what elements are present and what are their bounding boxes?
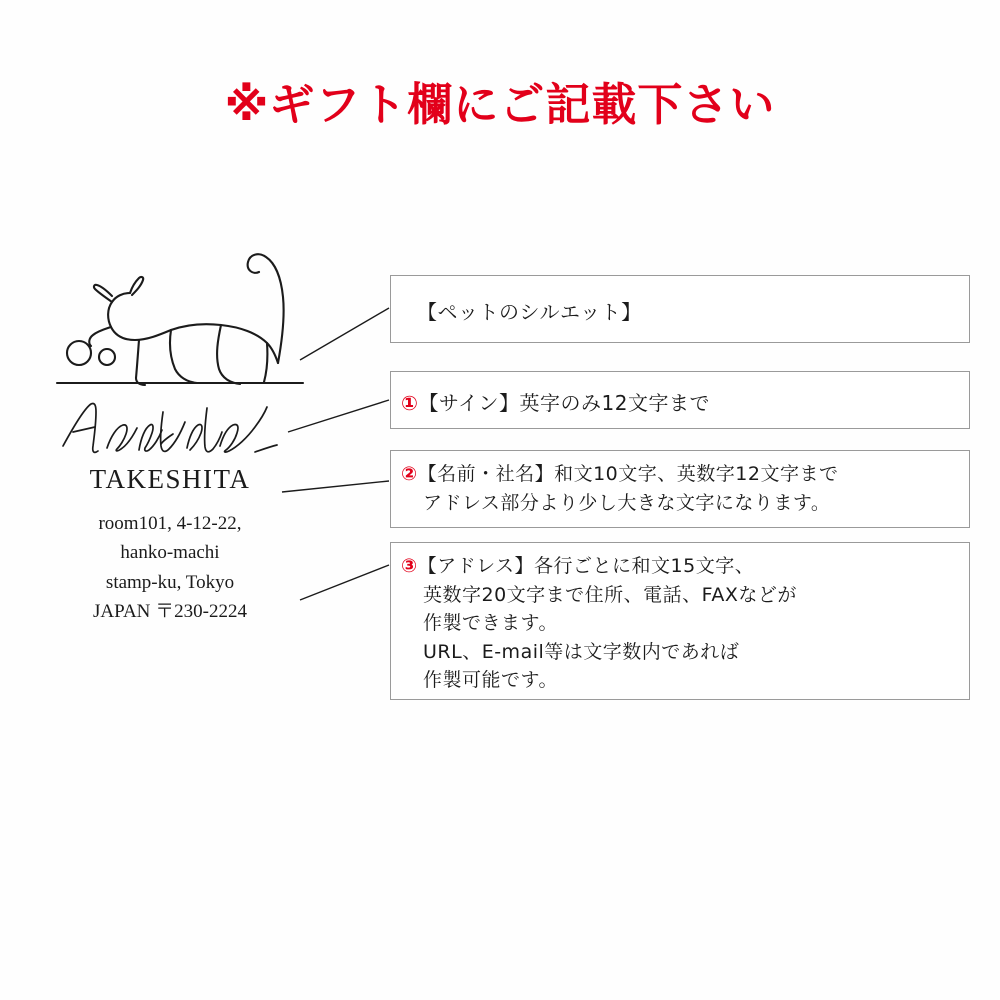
page-title: ※ギフト欄にご記載下さい [224,78,776,131]
callout-row [401,552,969,581]
callout-row [401,460,969,489]
callout-line: URL、E-mail等は文字数内であれば [423,640,740,663]
stamp-name-text: TAKESHITA [89,464,251,494]
cat-silhouette-icon [35,245,305,400]
stamp-sample-preview [20,245,320,627]
callout-line: 作製できます。 [423,612,558,634]
stamp-address-line: room101, 4-12-22, [98,513,242,534]
callout-address [390,542,970,700]
stamp-address-line: hanko-machi [120,542,220,564]
callout-pet-silhouette [390,275,970,343]
stamp-address-line: JAPAN 〒230-2224 [93,601,247,623]
callout-line: 作製可能です。 [423,669,558,691]
stamp-address-block [20,509,320,627]
callout-line: 【アドレス】各行ごとに和文15文字、 [417,555,755,577]
callout-number: ③ [401,555,418,577]
stamp-address-line: stamp-ku, Tokyo [105,571,235,593]
callout-name-company [390,450,970,528]
callout-line: 【ペットのシルエット】 [417,300,642,324]
callout-number: ② [401,463,418,485]
callout-row [401,387,969,416]
signature-script-icon [55,394,285,460]
callout-number: ① [401,391,419,415]
callout-line: 【名前・社名】和文10文字、英数字12文字まで [417,463,839,485]
callout-signature [390,371,970,429]
callout-line: アドレス部分より少し大きな文字になります。 [423,491,831,514]
callout-line: 【サイン】英字のみ12文字まで [418,391,710,415]
callout-line: 英数字20文字まで住所、電話、FAXなどが [423,583,797,606]
